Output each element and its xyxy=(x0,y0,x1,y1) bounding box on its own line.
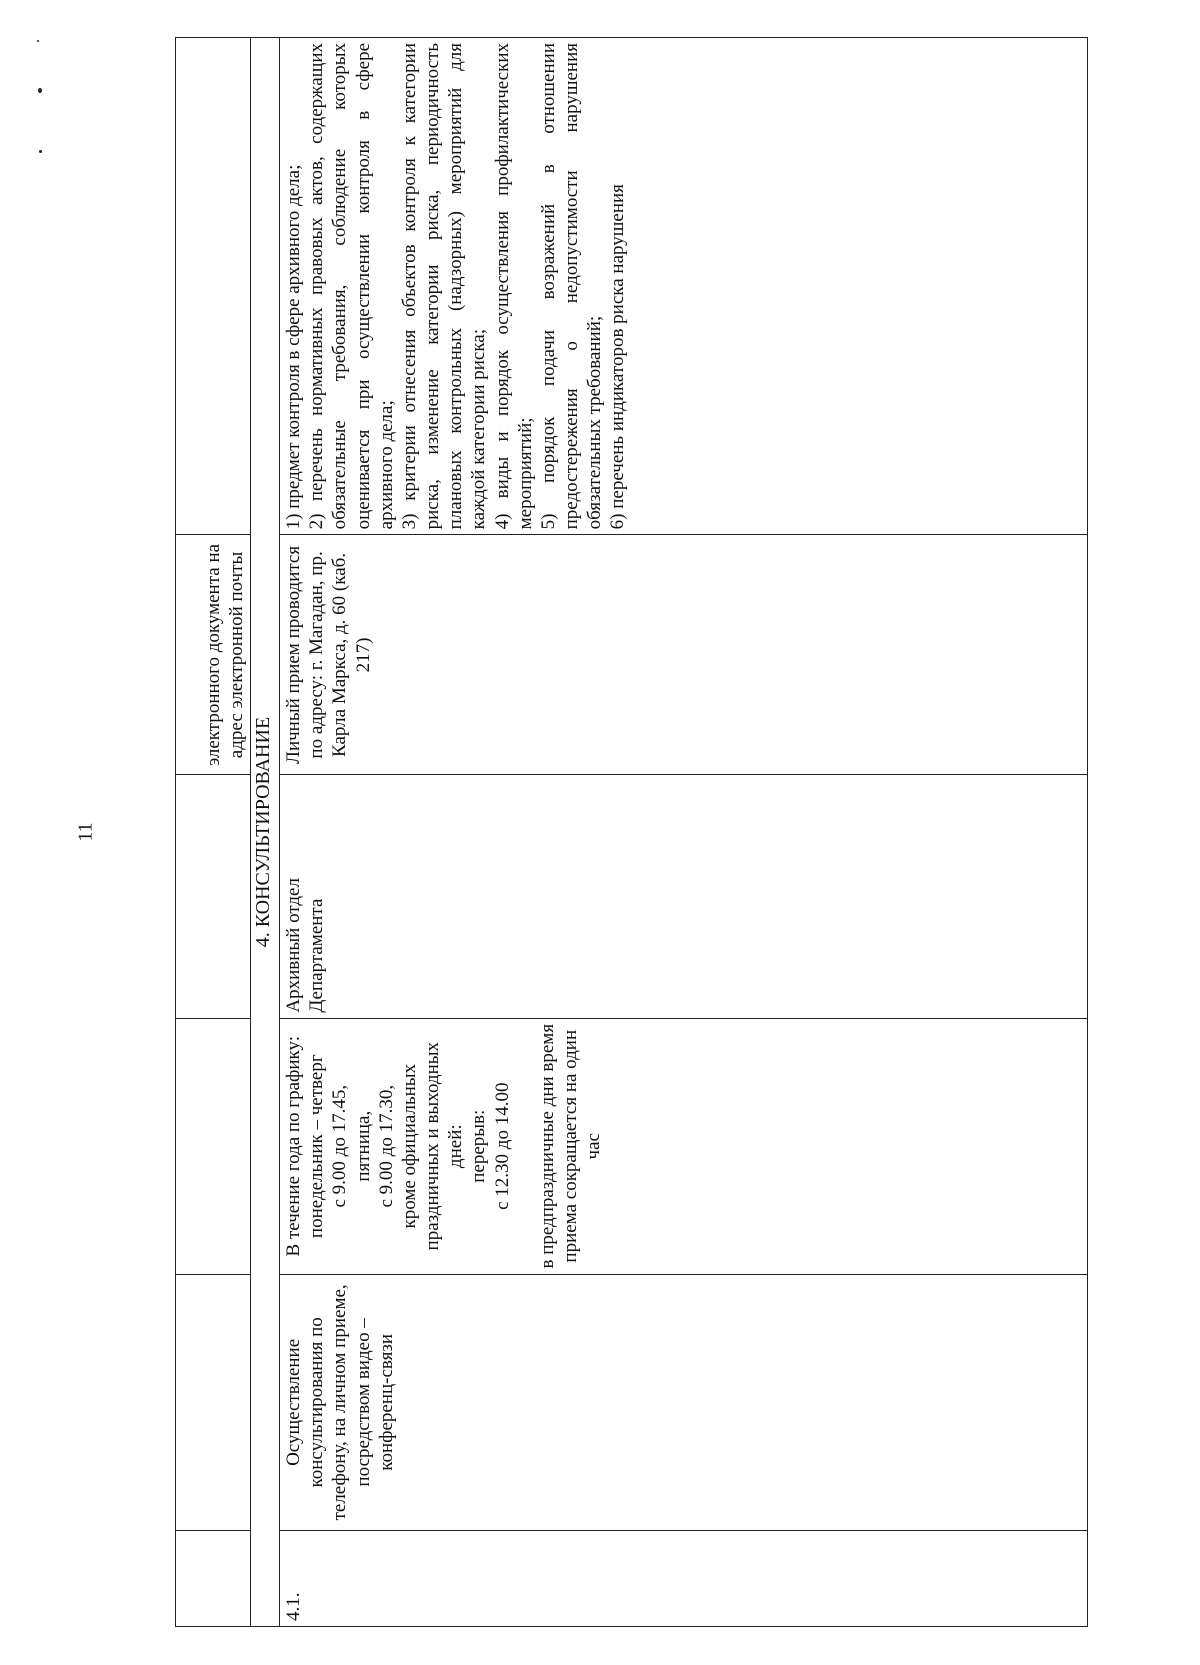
schedule-line: пятница, xyxy=(352,1110,374,1182)
section-title: 4. КОНСУЛЬТИРОВАНИЕ xyxy=(251,38,280,1627)
place-cell: Личный прием проводится по адресу: г. Магадан, пр. Карла Маркса, д. 60 (каб. 217) xyxy=(280,535,1088,775)
info-cell xyxy=(280,38,1088,535)
table-row xyxy=(280,38,1088,1627)
schedule-line: кроме официальных праздничных и выходных дней: xyxy=(398,1041,467,1251)
cell-dept-empty xyxy=(176,775,251,1018)
scan-speck xyxy=(38,88,42,93)
cell-place-continuation: электронного документа на адрес электронной почты xyxy=(176,535,251,775)
schedule-line: с 9.00 до 17.45, xyxy=(329,1084,351,1208)
row-number: 4.1. xyxy=(280,1530,1088,1626)
cell-info-empty xyxy=(176,38,251,535)
section-header-row xyxy=(251,38,280,1627)
schedule-cell xyxy=(280,1018,1088,1274)
page-number: 11 xyxy=(74,822,97,842)
schedule-note: в предпраздничные дни время приема сокращается на один час xyxy=(536,1023,605,1269)
cell-activity-empty xyxy=(176,1274,251,1530)
info-item: 6) перечень индикаторов риска нарушения xyxy=(607,184,629,530)
cell-time-empty xyxy=(176,1018,251,1274)
schedule-line: с 12.30 до 14.00 xyxy=(491,1082,513,1210)
info-item: 4) виды и порядок осуществления профилактических мероприятий; xyxy=(491,43,536,530)
schedule-line: понедельник – четверг xyxy=(306,1054,328,1239)
schedule-line: В течение года по графику: xyxy=(283,1036,304,1257)
activity-cell: Осуществление консультирования по телефону, на личном приеме, посредством видео – конференц-связи xyxy=(280,1274,1088,1530)
consulting-table xyxy=(175,37,1088,1627)
cell-num-empty xyxy=(176,1530,251,1626)
info-item: 3) критерии отнесения объектов контроля к категории риска, изменение категории риска, периодичность плановых контрольных (надзорных) мероприятий для каждой категории риска; xyxy=(398,43,490,530)
info-item: 2) перечень нормативных правовых актов, содержащих обязательные требования, соблюдение которых оценивается при осуществлении контроля в сфере архивного дела; xyxy=(306,43,397,530)
scan-speck xyxy=(39,150,42,153)
scan-speck xyxy=(37,40,39,42)
rotated-table-container xyxy=(175,37,1088,1627)
info-item: 5) порядок подачи возражений в отношении предостережения о недопустимости нарушения обязательных требований; xyxy=(537,43,606,530)
schedule-line: перерыв: xyxy=(468,1109,490,1183)
info-item: 1) предмет контроля в сфере архивного дела; xyxy=(283,164,304,530)
schedule-line: с 9.00 до 17.30, xyxy=(375,1084,397,1208)
spacer xyxy=(514,1024,536,1269)
table-continuation-row xyxy=(176,38,251,1627)
department-cell: Архивный отдел Департамента xyxy=(280,775,1088,1018)
